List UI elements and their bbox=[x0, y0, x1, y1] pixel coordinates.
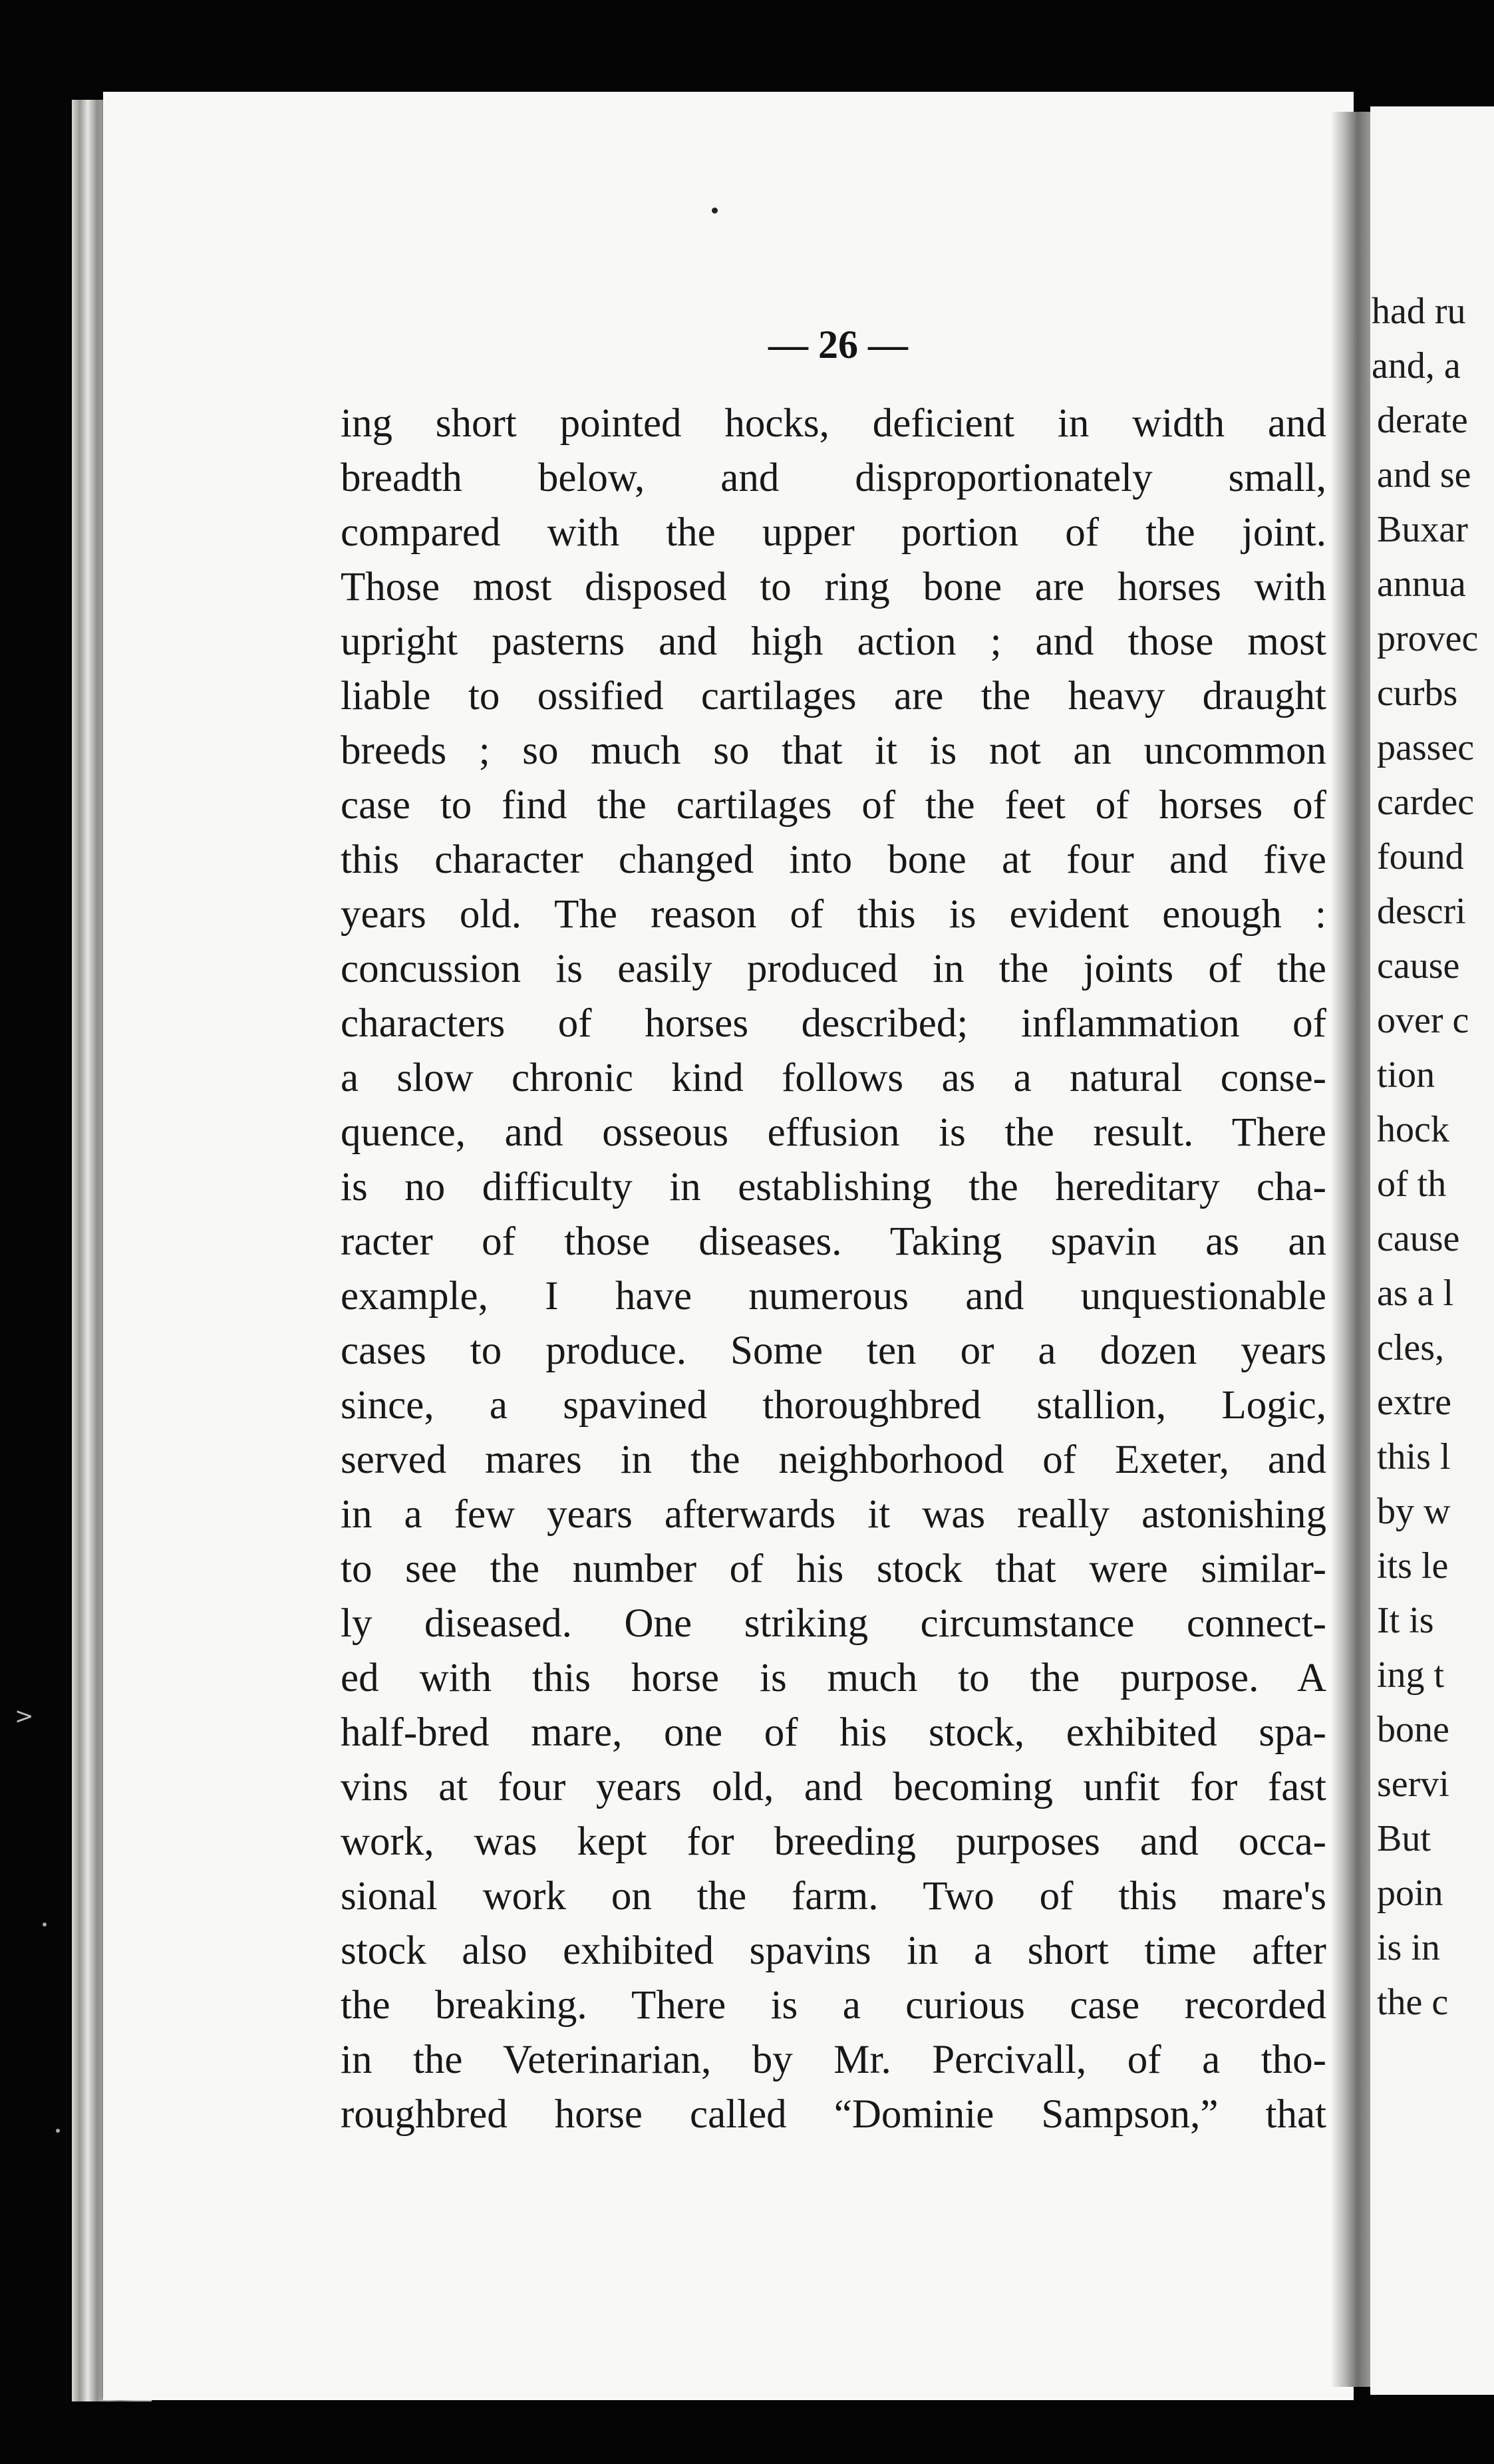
facing-page-text-fragment: this l bbox=[1377, 1436, 1451, 1477]
facing-page-text-fragment: servi bbox=[1377, 1764, 1449, 1805]
text-line: the breaking. There is a curious case recorded bbox=[341, 1983, 1326, 2028]
facing-page-text-fragment: of th bbox=[1377, 1163, 1447, 1205]
facing-page-text-fragment: its le bbox=[1377, 1545, 1449, 1587]
facing-page-text-fragment: descri bbox=[1377, 891, 1466, 932]
facing-page bbox=[1370, 106, 1494, 2395]
text-line: half-bred mare, one of his stock, exhibited spa- bbox=[341, 1710, 1326, 1755]
text-line: concussion is easily produced in the joints of the bbox=[341, 947, 1326, 991]
facing-page-text-fragment: is in bbox=[1377, 1927, 1440, 1968]
text-line: cases to produce. Some ten or a dozen years bbox=[341, 1328, 1326, 1373]
facing-page-text-fragment: ing t bbox=[1377, 1654, 1445, 1696]
margin-mark: > bbox=[15, 1703, 34, 1730]
text-line: is no difficulty in establishing the hereditary cha- bbox=[341, 1165, 1326, 1209]
ink-dot bbox=[712, 208, 718, 214]
text-line: roughbred horse called “Dominie Sampson,” that bbox=[341, 2092, 1326, 2137]
facing-page-text-fragment: extre bbox=[1377, 1382, 1451, 1423]
text-line: example, I have numerous and unquestionable bbox=[341, 1274, 1326, 1318]
dust-speck bbox=[56, 2129, 60, 2133]
facing-page-text-fragment: passec bbox=[1377, 727, 1475, 768]
facing-page-text-fragment: provec bbox=[1377, 618, 1479, 659]
facing-page-text-fragment: the c bbox=[1377, 1982, 1449, 2023]
facing-page-text-fragment: found bbox=[1377, 836, 1464, 877]
facing-page-text-fragment: had ru bbox=[1372, 291, 1466, 332]
text-line: in a few years afterwards it was really astonishing bbox=[341, 1492, 1326, 1537]
dust-speck bbox=[43, 1923, 47, 1926]
text-line: liable to ossified cartilages are the heavy draught bbox=[341, 674, 1326, 718]
text-line: in the Veterinarian, by Mr. Percivall, of a tho- bbox=[341, 2038, 1326, 2082]
facing-page-text-fragment: as a l bbox=[1377, 1273, 1454, 1314]
facing-page-text-fragment: tion bbox=[1377, 1054, 1435, 1096]
text-line: to see the number of his stock that were similar- bbox=[341, 1547, 1326, 1591]
facing-page-text-fragment: cause bbox=[1377, 945, 1460, 987]
text-line: racter of those diseases. Taking spavin as an bbox=[341, 1219, 1326, 1264]
facing-page-text-fragment: derate bbox=[1377, 400, 1468, 441]
text-line: upright pasterns and high action ; and those most bbox=[341, 619, 1326, 664]
text-line: ed with this horse is much to the purpose. A bbox=[341, 1656, 1326, 1700]
text-line: years old. The reason of this is evident enough : bbox=[341, 892, 1326, 937]
page-number: — 26 — bbox=[768, 323, 908, 367]
facing-page-text-fragment: and, a bbox=[1372, 345, 1461, 386]
facing-page-text-fragment: over c bbox=[1377, 1000, 1469, 1041]
text-line: breadth below, and disproportionately small, bbox=[341, 456, 1326, 500]
facing-page-text-fragment: cause bbox=[1377, 1218, 1460, 1259]
facing-page-text-fragment: and se bbox=[1377, 454, 1471, 496]
text-line: a slow chronic kind follows as a natural conse- bbox=[341, 1056, 1326, 1100]
facing-page-text-fragment: It is bbox=[1377, 1600, 1434, 1641]
facing-page-text-fragment: bone bbox=[1377, 1709, 1449, 1750]
facing-page-text-fragment: Buxar bbox=[1377, 509, 1468, 550]
facing-page-text-fragment: hock bbox=[1377, 1109, 1449, 1150]
text-line: since, a spavined thoroughbred stallion, Logic, bbox=[341, 1383, 1326, 1428]
text-line: compared with the upper portion of the joint. bbox=[341, 510, 1326, 555]
facing-page-text-fragment: curbs bbox=[1377, 673, 1458, 714]
text-line: vins at four years old, and becoming unfit for fast bbox=[341, 1765, 1326, 1809]
facing-page-text-fragment: cles, bbox=[1377, 1327, 1445, 1368]
facing-page-text-fragment: But bbox=[1377, 1818, 1431, 1859]
facing-page-text-fragment: poin bbox=[1377, 1873, 1443, 1914]
body-text bbox=[341, 396, 1326, 2142]
text-line: ing short pointed hocks, deficient in width and bbox=[341, 401, 1326, 446]
text-line: characters of horses described; inflammation of bbox=[341, 1001, 1326, 1046]
text-line: quence, and osseous effusion is the result. There bbox=[341, 1110, 1326, 1155]
text-line: sional work on the farm. Two of this mare's bbox=[341, 1874, 1326, 1919]
text-line: stock also exhibited spavins in a short time after bbox=[341, 1928, 1326, 1973]
text-line: work, was kept for breeding purposes and occa- bbox=[341, 1819, 1326, 1864]
text-line: breeds ; so much so that it is not an uncommon bbox=[341, 728, 1326, 773]
text-line: served mares in the neighborhood of Exeter, and bbox=[341, 1438, 1326, 1482]
text-line: Those most disposed to ring bone are horses with bbox=[341, 565, 1326, 609]
text-line: ly diseased. One striking circumstance connect- bbox=[341, 1601, 1326, 1646]
text-line: this character changed into bone at four and five bbox=[341, 838, 1326, 882]
text-line: case to find the cartilages of the feet of horses of bbox=[341, 783, 1326, 828]
facing-page-text-fragment: by w bbox=[1377, 1491, 1451, 1532]
facing-page-text-fragment: cardec bbox=[1377, 782, 1475, 823]
facing-page-text-fragment: annua bbox=[1377, 563, 1466, 605]
